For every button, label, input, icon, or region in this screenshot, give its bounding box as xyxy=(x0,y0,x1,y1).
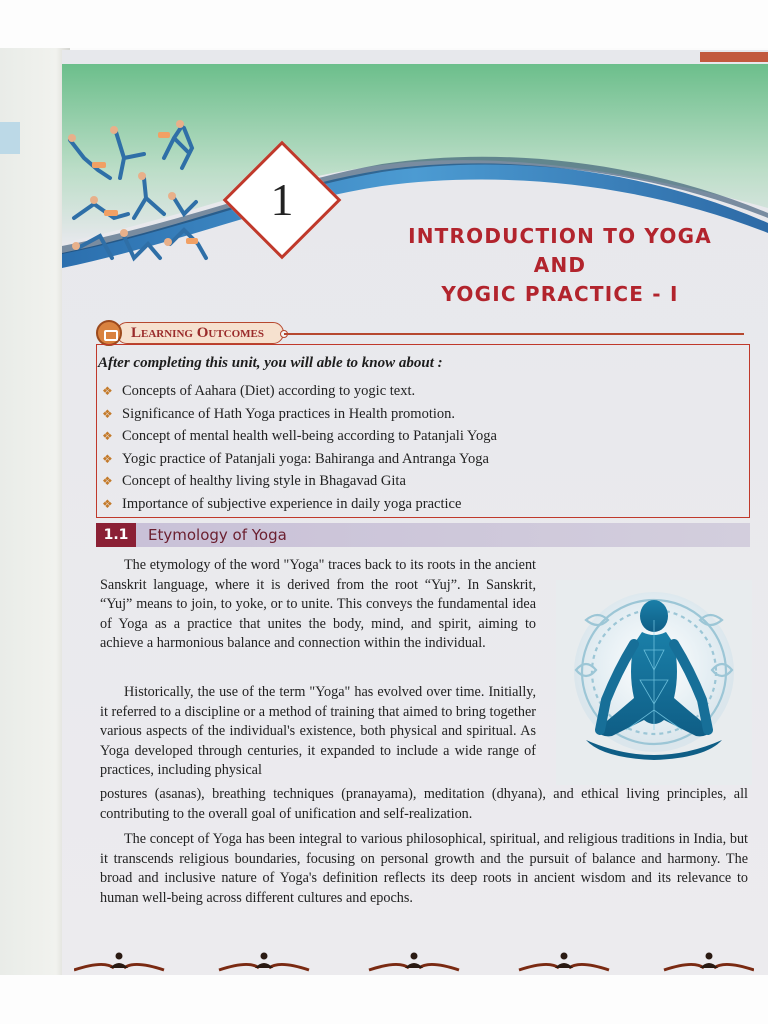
learning-outcomes-lead: After completing this unit, you will able to know about : xyxy=(98,355,443,371)
chapter-title-line-2: YOGIC PRACTICE - I xyxy=(441,282,679,306)
paragraph-1: The etymology of the word "Yoga" traces back to its roots in the ancient Sanskrit language, where it is derived from the root “Yuj”. In Sanskrit, “Yuj” means to join, to yoke, or to unite. This conveys the fundamental idea of Yoga as a practice that unites the body, mind, and spirit, aiming to achieve a harmonious balance and connection within the individual. xyxy=(100,557,536,652)
section-number: 1.1 xyxy=(96,523,136,547)
paragraph-2: Historically, the use of the term "Yoga" has evolved over time. Initially, it referred to a discipline or a method of training that aimed to bring together various aspects of the individual's existence, both physical and spiritual. As Yoga developed through centuries, it expanded to include a wide range of practices, including physical xyxy=(100,684,536,779)
footer-ornament-row xyxy=(74,948,754,976)
list-item: ❖ Significance of Hath Yoga practices in Health promotion. xyxy=(102,403,497,426)
paragraph-3: The concept of Yoga has been integral to various philosophical, spiritual, and religious traditions in India, but it transcends religious boundaries, focusing on personal growth and the pursuit of balance and harmony. The broad and inclusive nature of Yoga's definition reflects its deep roots in ancient wisdom and its relevance to human well-being across different cultures and epochs. xyxy=(100,831,748,906)
background-bottom xyxy=(0,975,768,1024)
yoga-poses-illustration-icon xyxy=(64,118,214,278)
list-item: ❖ Concepts of Aahara (Diet) according to yogic text. xyxy=(102,380,497,403)
learning-outcomes-list xyxy=(102,380,497,515)
chapter-number: 1 xyxy=(270,174,294,225)
list-item: ❖ Concept of mental health well-being according to Patanjali Yoga xyxy=(102,425,497,448)
list-item: ❖ Importance of subjective experience in daily yoga practice xyxy=(102,493,497,516)
left-page-tab xyxy=(0,122,20,154)
learning-outcomes-icon xyxy=(96,320,122,346)
list-item: ❖ Concept of healthy living style in Bhagavad Gita xyxy=(102,470,497,493)
section-title: Etymology of Yoga xyxy=(148,526,287,544)
chapter-title-line-1: INTRODUCTION TO YOGA AND xyxy=(408,224,712,277)
diamond-bullet-icon: ❖ xyxy=(102,406,113,421)
ornament-icon xyxy=(74,953,164,971)
chapter-title xyxy=(380,222,740,309)
list-item: ❖ Yogic practice of Patanjali yoga: Bahiranga and Antranga Yoga xyxy=(102,448,497,471)
diamond-bullet-icon: ❖ xyxy=(102,451,113,466)
left-page-edge xyxy=(0,48,70,975)
diamond-bullet-icon: ❖ xyxy=(102,474,113,488)
meditation-figure-icon xyxy=(556,580,752,785)
diamond-bullet-icon: ❖ xyxy=(102,429,113,443)
diamond-bullet-icon: ❖ xyxy=(102,384,113,398)
learning-outcomes-title: Learning Outcomes xyxy=(116,322,284,344)
diamond-bullet-icon: ❖ xyxy=(102,496,113,511)
background-top xyxy=(0,0,768,48)
divider-rule xyxy=(284,333,744,335)
paragraph-2-continued: postures (asanas), breathing techniques (pranayama), meditation (dhyana), and ethical living principles, all contributing to the overall goal of unification and self-realization. xyxy=(100,786,748,822)
